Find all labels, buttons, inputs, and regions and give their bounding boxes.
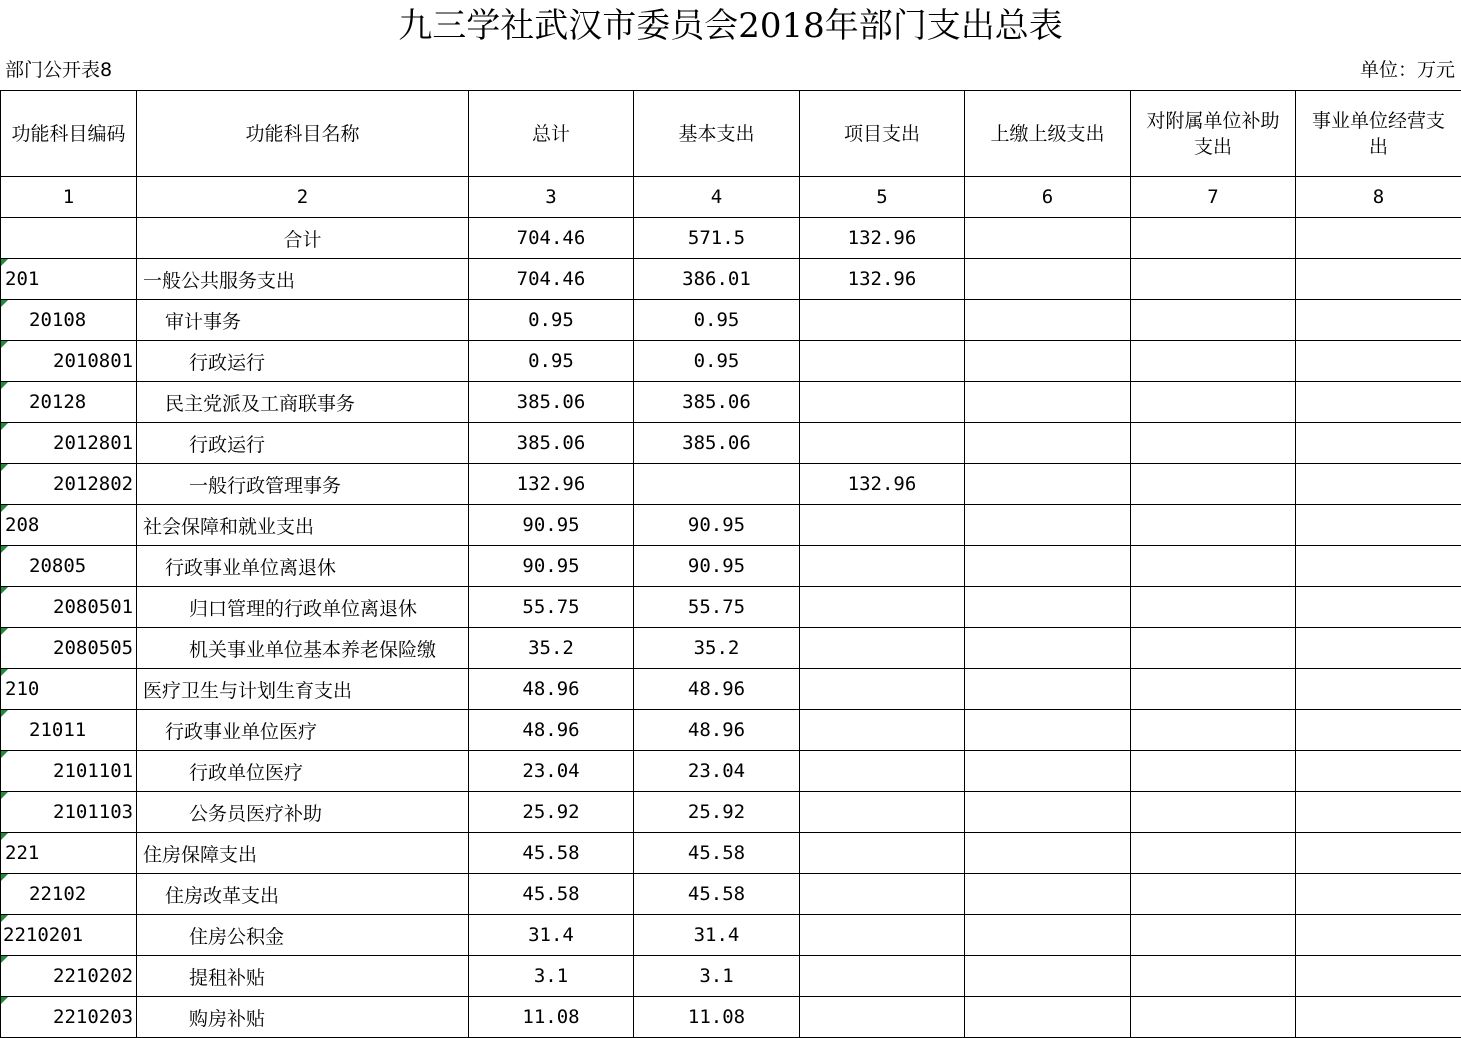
upper-cell: [965, 751, 1131, 792]
cell-note-marker-icon: [1, 300, 8, 307]
table-row: [1, 997, 1461, 1038]
table-row: [1, 464, 1461, 505]
code-cell: [1, 833, 137, 874]
name-cell: 购房补贴: [137, 997, 469, 1038]
cell-note-marker-icon: [1, 546, 8, 553]
cell-note-marker-icon: [1, 710, 8, 717]
basic-cell: 3.1: [634, 956, 800, 997]
project-cell: [800, 505, 965, 546]
code-text: 208: [5, 514, 39, 536]
basic-cell: 45.58: [634, 874, 800, 915]
project-cell: [800, 710, 965, 751]
subsidiary-cell: [1131, 464, 1296, 505]
name-cell: 行政事业单位医疗: [137, 710, 469, 751]
project-cell: [800, 792, 965, 833]
basic-cell: 386.01: [634, 259, 800, 300]
table-row: [1, 628, 1461, 669]
business-cell: [1296, 300, 1461, 341]
total-cell: 0.95: [469, 341, 634, 382]
business-cell: [1296, 587, 1461, 628]
basic-cell: 48.96: [634, 669, 800, 710]
code-text: 2210201: [3, 925, 83, 945]
table-row: [1, 956, 1461, 997]
total-cell: 31.4: [469, 915, 634, 956]
basic-cell: 25.92: [634, 792, 800, 833]
code-text: 2101103: [53, 801, 133, 823]
project-cell: 132.96: [800, 464, 965, 505]
name-cell: 一般行政管理事务: [137, 464, 469, 505]
upper-cell: [965, 259, 1131, 300]
business-cell: [1296, 382, 1461, 423]
code-text: 2101101: [53, 760, 133, 782]
cell-note-marker-icon: [1, 259, 8, 266]
total-cell: 90.95: [469, 505, 634, 546]
header-cell-subsidiary: 对附属单位补助支出: [1131, 91, 1296, 177]
cell-note-marker-icon: [1, 341, 8, 348]
column-number: 1: [1, 177, 137, 218]
total-cell: 23.04: [469, 751, 634, 792]
upper-cell: [965, 505, 1131, 546]
project-cell: [800, 628, 965, 669]
subsidiary-cell: [1131, 546, 1296, 587]
code-cell: [1, 792, 137, 833]
basic-cell: 90.95: [634, 546, 800, 587]
subsidiary-cell: [1131, 382, 1296, 423]
table-row: [1, 833, 1461, 874]
table-row: [1, 751, 1461, 792]
table-row: [1, 710, 1461, 751]
column-number: 8: [1296, 177, 1461, 218]
code-text: 2210203: [53, 1006, 133, 1028]
cell-note-marker-icon: [1, 382, 8, 389]
basic-cell: 23.04: [634, 751, 800, 792]
upper-cell: [965, 997, 1131, 1038]
business-cell: [1296, 341, 1461, 382]
expenditure-table: [0, 90, 1461, 1038]
total-cell: 385.06: [469, 382, 634, 423]
cell-note-marker-icon: [1, 792, 8, 799]
name-cell: 住房保障支出: [137, 833, 469, 874]
total-cell: 704.46: [469, 259, 634, 300]
name-cell: 行政运行: [137, 423, 469, 464]
upper-cell: [965, 300, 1131, 341]
total-cell: 704.46: [469, 218, 634, 259]
upper-cell: [965, 423, 1131, 464]
upper-cell: [965, 792, 1131, 833]
total-cell: 90.95: [469, 546, 634, 587]
code-text: 2012801: [53, 432, 133, 454]
upper-cell: [965, 669, 1131, 710]
code-text: 201: [5, 268, 39, 290]
total-cell: 25.92: [469, 792, 634, 833]
project-cell: [800, 669, 965, 710]
code-cell: [1, 546, 137, 587]
business-cell: [1296, 792, 1461, 833]
total-cell: 35.2: [469, 628, 634, 669]
project-cell: [800, 341, 965, 382]
cell-note-marker-icon: [1, 423, 8, 430]
column-number: 5: [800, 177, 965, 218]
subsidiary-cell: [1131, 710, 1296, 751]
project-cell: [800, 423, 965, 464]
subsidiary-cell: [1131, 259, 1296, 300]
name-cell: 民主党派及工商联事务: [137, 382, 469, 423]
header-cell-project: 项目支出: [800, 91, 965, 177]
project-cell: [800, 833, 965, 874]
project-cell: [800, 915, 965, 956]
code-cell: [1, 915, 137, 956]
total-cell: 0.95: [469, 300, 634, 341]
subsidiary-cell: [1131, 628, 1296, 669]
code-cell: [1, 874, 137, 915]
code-text: 20128: [29, 391, 86, 413]
cell-note-marker-icon: [1, 751, 8, 758]
code-cell: [1, 218, 137, 259]
upper-cell: [965, 341, 1131, 382]
column-number: 3: [469, 177, 634, 218]
code-cell: [1, 505, 137, 546]
subsidiary-cell: [1131, 997, 1296, 1038]
subsidiary-cell: [1131, 423, 1296, 464]
basic-cell: 45.58: [634, 833, 800, 874]
name-cell: 行政单位医疗: [137, 751, 469, 792]
name-cell: 提租补贴: [137, 956, 469, 997]
name-cell: 一般公共服务支出: [137, 259, 469, 300]
project-cell: [800, 382, 965, 423]
business-cell: [1296, 628, 1461, 669]
table-row: [1, 915, 1461, 956]
project-cell: [800, 874, 965, 915]
business-cell: [1296, 710, 1461, 751]
code-text: 22102: [29, 883, 86, 905]
cell-note-marker-icon: [1, 915, 8, 922]
basic-cell: 55.75: [634, 587, 800, 628]
subsidiary-cell: [1131, 792, 1296, 833]
table-row: [1, 792, 1461, 833]
column-number: 7: [1131, 177, 1296, 218]
header-cell-basic: 基本支出: [634, 91, 800, 177]
project-cell: [800, 546, 965, 587]
upper-cell: [965, 710, 1131, 751]
business-cell: [1296, 218, 1461, 259]
project-cell: [800, 751, 965, 792]
basic-cell: 31.4: [634, 915, 800, 956]
upper-cell: [965, 628, 1131, 669]
name-cell: 合计: [137, 218, 469, 259]
name-cell: 行政事业单位离退休: [137, 546, 469, 587]
table-row: [1, 505, 1461, 546]
code-cell: [1, 382, 137, 423]
project-cell: [800, 956, 965, 997]
subsidiary-cell: [1131, 341, 1296, 382]
cell-note-marker-icon: [1, 956, 8, 963]
name-cell: 医疗卫生与计划生育支出: [137, 669, 469, 710]
code-text: 20108: [29, 309, 86, 331]
upper-cell: [965, 546, 1131, 587]
name-cell: 住房改革支出: [137, 874, 469, 915]
subsidiary-cell: [1131, 915, 1296, 956]
upper-cell: [965, 956, 1131, 997]
subsidiary-cell: [1131, 751, 1296, 792]
code-text: 2210202: [53, 965, 133, 987]
code-text: 21011: [29, 719, 86, 741]
code-cell: [1, 300, 137, 341]
document-id: 部门公开表8: [5, 58, 112, 82]
code-text: 2010801: [53, 350, 133, 372]
business-cell: [1296, 874, 1461, 915]
business-cell: [1296, 464, 1461, 505]
subsidiary-cell: [1131, 669, 1296, 710]
basic-cell: 48.96: [634, 710, 800, 751]
subsidiary-cell: [1131, 833, 1296, 874]
table-row: [1, 669, 1461, 710]
cell-note-marker-icon: [1, 874, 8, 881]
code-cell: [1, 997, 137, 1038]
project-cell: [800, 587, 965, 628]
basic-cell: 0.95: [634, 341, 800, 382]
code-text: 221: [5, 842, 39, 864]
project-cell: 132.96: [800, 259, 965, 300]
basic-cell: 385.06: [634, 382, 800, 423]
cell-note-marker-icon: [1, 833, 8, 840]
upper-cell: [965, 915, 1131, 956]
code-text: 2012802: [53, 473, 133, 495]
header-cell-upper: 上缴上级支出: [965, 91, 1131, 177]
column-number: 2: [137, 177, 469, 218]
upper-cell: [965, 218, 1131, 259]
business-cell: [1296, 505, 1461, 546]
code-text: 210: [5, 678, 39, 700]
subsidiary-cell: [1131, 956, 1296, 997]
table-row: [1, 423, 1461, 464]
business-cell: [1296, 546, 1461, 587]
header-cell-code: 功能科目编码: [1, 91, 137, 177]
basic-cell: 35.2: [634, 628, 800, 669]
business-cell: [1296, 833, 1461, 874]
business-cell: [1296, 669, 1461, 710]
table-row: [1, 587, 1461, 628]
total-cell: 48.96: [469, 669, 634, 710]
code-cell: [1, 669, 137, 710]
name-cell: 行政运行: [137, 341, 469, 382]
project-cell: [800, 997, 965, 1038]
business-cell: [1296, 751, 1461, 792]
total-cell: 3.1: [469, 956, 634, 997]
code-cell: [1, 464, 137, 505]
subsidiary-cell: [1131, 218, 1296, 259]
total-cell: 48.96: [469, 710, 634, 751]
code-text: 2080505: [53, 637, 133, 659]
cell-note-marker-icon: [1, 464, 8, 471]
header-cell-business: 事业单位经营支出: [1296, 91, 1461, 177]
name-cell: 社会保障和就业支出: [137, 505, 469, 546]
business-cell: [1296, 915, 1461, 956]
cell-note-marker-icon: [1, 505, 8, 512]
unit-label: 单位：万元: [1360, 58, 1455, 82]
code-cell: [1, 587, 137, 628]
name-cell: 审计事务: [137, 300, 469, 341]
code-cell: [1, 956, 137, 997]
basic-cell: 0.95: [634, 300, 800, 341]
table-row: [1, 300, 1461, 341]
column-number-row: [1, 177, 1461, 218]
subsidiary-cell: [1131, 874, 1296, 915]
upper-cell: [965, 874, 1131, 915]
subsidiary-cell: [1131, 505, 1296, 546]
cell-note-marker-icon: [1, 997, 8, 1004]
subsidiary-cell: [1131, 300, 1296, 341]
code-cell: [1, 259, 137, 300]
column-number: 4: [634, 177, 800, 218]
header-row: [1, 91, 1461, 177]
header-cell-name: 功能科目名称: [137, 91, 469, 177]
total-cell: 45.58: [469, 833, 634, 874]
header-cell-total: 总计: [469, 91, 634, 177]
table-row: [1, 259, 1461, 300]
basic-cell: 385.06: [634, 423, 800, 464]
business-cell: [1296, 997, 1461, 1038]
business-cell: [1296, 423, 1461, 464]
basic-cell: 11.08: [634, 997, 800, 1038]
cell-note-marker-icon: [1, 669, 8, 676]
upper-cell: [965, 587, 1131, 628]
total-cell: 132.96: [469, 464, 634, 505]
upper-cell: [965, 464, 1131, 505]
code-cell: [1, 423, 137, 464]
code-text: 20805: [29, 555, 86, 577]
subsidiary-cell: [1131, 587, 1296, 628]
table-row: [1, 874, 1461, 915]
name-cell: 机关事业单位基本养老保险缴: [137, 628, 469, 669]
business-cell: [1296, 956, 1461, 997]
upper-cell: [965, 382, 1131, 423]
project-cell: [800, 300, 965, 341]
basic-cell: 571.5: [634, 218, 800, 259]
code-text: 2080501: [53, 596, 133, 618]
code-cell: [1, 628, 137, 669]
table-row: [1, 382, 1461, 423]
basic-cell: [634, 464, 800, 505]
total-cell: 55.75: [469, 587, 634, 628]
total-row: [1, 218, 1461, 259]
name-cell: 归口管理的行政单位离退休: [137, 587, 469, 628]
upper-cell: [965, 833, 1131, 874]
code-cell: [1, 341, 137, 382]
page-title: 九三学社武汉市委员会2018年部门支出总表: [0, 4, 1461, 48]
project-cell: 132.96: [800, 218, 965, 259]
name-cell: 住房公积金: [137, 915, 469, 956]
code-cell: [1, 710, 137, 751]
cell-note-marker-icon: [1, 628, 8, 635]
code-cell: [1, 751, 137, 792]
name-cell: 公务员医疗补助: [137, 792, 469, 833]
basic-cell: 90.95: [634, 505, 800, 546]
total-cell: 45.58: [469, 874, 634, 915]
column-number: 6: [965, 177, 1131, 218]
business-cell: [1296, 259, 1461, 300]
total-cell: 385.06: [469, 423, 634, 464]
table-row: [1, 341, 1461, 382]
cell-note-marker-icon: [1, 587, 8, 594]
total-cell: 11.08: [469, 997, 634, 1038]
table-row: [1, 546, 1461, 587]
